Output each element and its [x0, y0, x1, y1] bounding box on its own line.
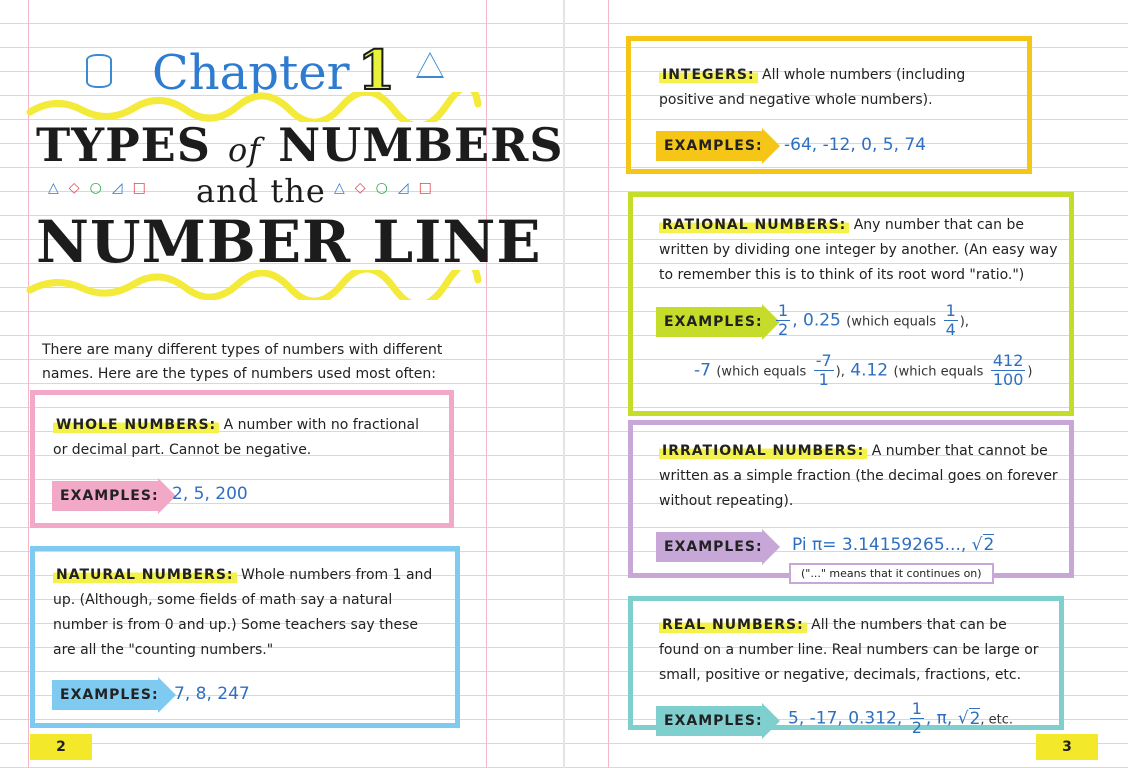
margin-line [486, 0, 487, 768]
rational-numbers-term: RATIONAL NUMBERS: [659, 217, 849, 233]
real-values-a: 5, -17, 0.312, [788, 708, 903, 729]
irrational-numbers-text [659, 439, 1059, 514]
whole-numbers-definition: A number with no fractional or decimal part. Cannot be negative. [53, 417, 419, 458]
integers-definition: All whole numbers (including positive and negative whole numbers). [659, 67, 966, 108]
decorative-shapes-right: △◇○◿□ [334, 180, 442, 196]
irrational-examples-values: Pi π= 3.14159265..., √2 [792, 535, 995, 555]
fraction-one-half: $\frac{1}{2}$ [778, 301, 789, 339]
whole-numbers-term: WHOLE NUMBERS: [53, 417, 219, 433]
note-which-equals: (which equals [846, 314, 937, 330]
real-examples-label: EXAMPLES: [664, 713, 763, 729]
irrational-numbers-definition: A number that cannot be written as a simple fraction (the decimal goes on forever without repeating). [659, 443, 1058, 509]
yellow-squiggle-bottom [26, 270, 484, 300]
integers-term: INTEGERS: [659, 67, 758, 83]
rational-numbers-definition: Any number that can be written by dividing one integer by another. (An easy way to remember this is to think of its root word "ratio.") [659, 217, 1058, 283]
fraction-412-over-100: $\frac{412}{100}$ [992, 351, 1024, 389]
real-examples-arrow [656, 706, 762, 736]
page-number-left: 2 [30, 734, 92, 760]
right-page [564, 0, 1128, 768]
natural-examples-label: EXAMPLES: [60, 687, 159, 703]
natural-numbers-term: NATURAL NUMBERS: [53, 567, 237, 583]
decorative-shapes-left: △◇○◿□ [48, 180, 156, 196]
natural-numbers-text [53, 563, 445, 663]
rational-examples-row2 [694, 352, 1032, 389]
continues-note: ("..." means that it continues on) [789, 563, 994, 584]
real-values-etc: , etc. [980, 712, 1014, 728]
integers-examples-arrow [656, 131, 762, 161]
natural-numbers-definition: Whole numbers from 1 and up. (Although, some fields of math say a natural number is from 0 and up.) Some teachers say these are all the "counting numbers." [53, 567, 433, 658]
whole-examples-label: EXAMPLES: [60, 488, 159, 504]
natural-examples-values: 7, 8, 247 [174, 684, 250, 704]
sqrt-two: 2 [969, 708, 981, 729]
real-numbers-text [659, 613, 1051, 688]
real-numbers-term: REAL NUMBERS: [659, 617, 807, 633]
real-examples-values: 5, -17, 0.312, $\frac{1}{2}$ , π, √2, etc. [788, 699, 1014, 737]
title-of: of [227, 131, 262, 169]
cylinder-icon [86, 54, 112, 88]
cone-icon [416, 52, 444, 78]
integers-examples-label: EXAMPLES: [664, 138, 763, 154]
value-0-25: 0.25 [803, 310, 841, 331]
integers-text [659, 63, 1019, 113]
rational-examples-row1: $\frac{1}{2}$ , 0.25 (which equals $\frac{1}{4}$ ), [778, 301, 969, 339]
irrational-numbers-term: IRRATIONAL NUMBERS: [659, 443, 867, 459]
real-numbers-definition: All the numbers that can be found on a number line. Real numbers can be large or small, positive or negative, decimals, fractions, etc. [659, 617, 1039, 683]
note-which-equals: (which equals [716, 364, 807, 380]
fraction-one-quarter: $\frac{1}{4}$ [945, 301, 956, 339]
whole-examples-arrow [52, 481, 158, 511]
irrational-examples-arrow [656, 532, 762, 562]
pi-value: Pi π= 3.14159265..., [792, 535, 967, 555]
rational-examples-arrow [656, 307, 762, 337]
irrational-examples-label: EXAMPLES: [664, 539, 763, 555]
note-which-equals: (which equals [893, 364, 984, 380]
natural-examples-arrow [52, 680, 158, 710]
whole-examples-values: 2, 5, 200 [172, 484, 248, 504]
title-line-1 [36, 118, 564, 172]
title-numbers: NUMBERS [278, 118, 564, 172]
value-4-12: 4.12 [850, 360, 889, 381]
real-values-b: , π, [925, 708, 953, 729]
intro-paragraph: There are many different types of numbers with different names. Here are the types of numbers used most often: [42, 342, 443, 382]
fraction-neg7-over-1: $\frac{-7}{1}$ [815, 351, 832, 389]
value-neg-7: -7 [694, 360, 711, 381]
title-line-2: and the [196, 172, 326, 210]
title-line-3: NUMBER LINE [36, 208, 542, 276]
paren-close: ), [959, 314, 969, 330]
margin-line [608, 0, 609, 768]
rational-numbers-text [659, 213, 1059, 288]
chapter-number: 1 [357, 38, 396, 102]
page-number-right: 3 [1036, 734, 1098, 760]
chapter-label: Chapter [152, 45, 350, 101]
paren-close: ) [1027, 364, 1033, 380]
fraction-one-half: $\frac{1}{2}$ [911, 699, 922, 737]
rational-examples-label: EXAMPLES: [664, 314, 763, 330]
paren-close: ), [835, 364, 845, 380]
whole-numbers-text [53, 413, 433, 463]
integers-examples-values: -64, -12, 0, 5, 74 [784, 135, 927, 155]
title-types: TYPES [36, 118, 211, 172]
sqrt-two: 2 [983, 535, 995, 555]
